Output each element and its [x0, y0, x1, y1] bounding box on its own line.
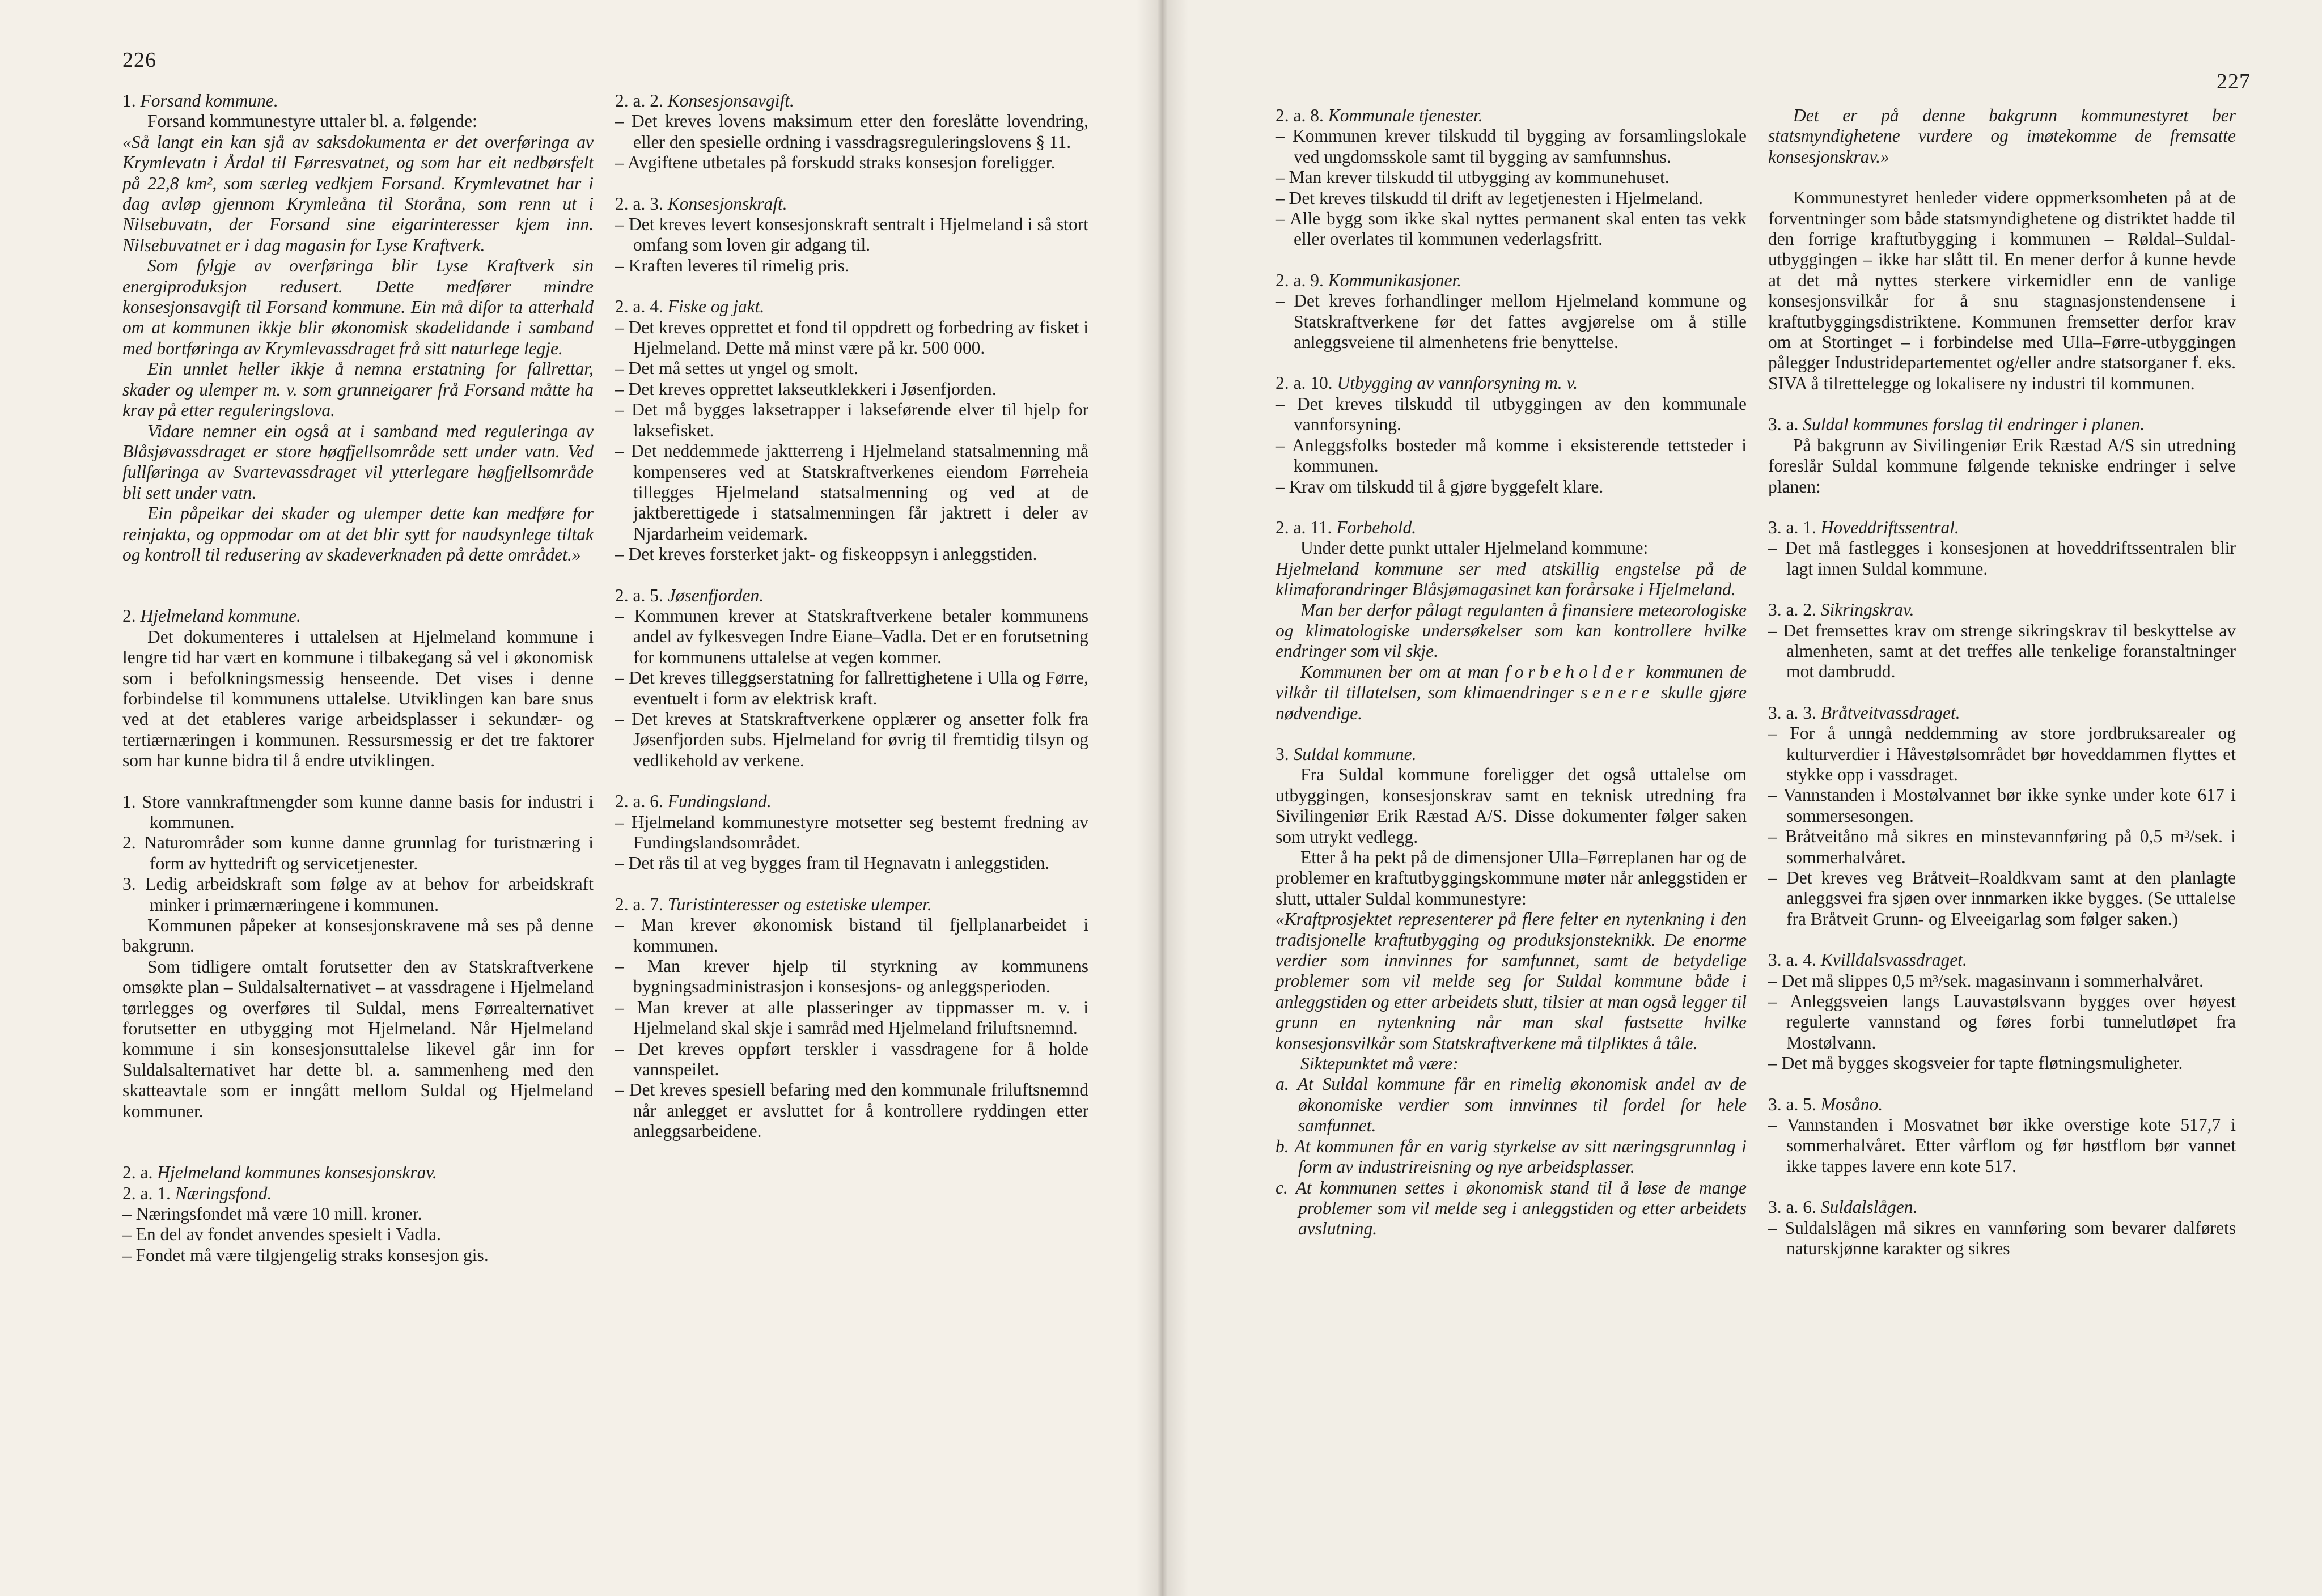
section-title: Næringsfond.: [175, 1183, 272, 1203]
section-number: 2. a. 10.: [1276, 373, 1333, 393]
spacer: [122, 565, 594, 585]
spacer: [615, 565, 1088, 585]
section-title: Sikringskrav.: [1820, 600, 1914, 620]
paragraph: Det er på denne bakgrunn kommunestyret ber statsmyndighetene vurdere og imøtekomme de fremsatte konsesjonskrav.»: [1768, 105, 2236, 167]
paragraph: Kommunen påpeker at konsesjonskravene må ses på denne bakgrunn.: [122, 915, 594, 956]
right-page: [1161, 0, 2322, 1596]
section-number: 3. a. 1.: [1768, 517, 1816, 537]
section-title: Suldal kommune.: [1293, 744, 1417, 764]
paragraph: Vidare nemner ein også at i samband med reguleringa av Blåsjøvassdraget er store høgfjellsområde sett under vatn. Ved fullføringa av Svartevassdraget vil ytterlegare høgfjellsområde bli sett under vatn.: [122, 421, 594, 503]
section-title: Konsesjonsavgift.: [667, 91, 794, 111]
paragraph: – Det kreves oppført terskler i vassdragene for å holde vannspeilet.: [615, 1038, 1088, 1080]
paragraph: c. At kommunen settes i økonomisk stand til å løse de mange problemer som vil melde seg i anleggstiden og etter arbeidets avslutning.: [1276, 1177, 1747, 1239]
paragraph: – Man krever hjelp til styrkning av kommunens bygningsadministrasjon i konsesjons- og anleggsperioden.: [615, 956, 1088, 997]
spacer: [615, 173, 1088, 194]
section-heading: [122, 606, 594, 626]
paragraph: – Næringsfondet må være 10 mill. kroner.: [122, 1203, 422, 1224]
section-heading: [615, 894, 1088, 915]
paragraph: 3. Ledig arbeidskraft som følge av at behov for arbeidskraft minker i primærnæringene i kommunen.: [122, 874, 594, 915]
spacer: [615, 276, 1088, 296]
spacer: [122, 1122, 594, 1142]
paragraph: – Det må slippes 0,5 m³/sek. magasinvann i sommerhalvåret.: [1768, 970, 2204, 991]
paragraph: Siktepunktet må være:: [1300, 1054, 1459, 1074]
spacer: [1768, 167, 2236, 188]
section-heading: [122, 1183, 594, 1204]
paragraph: – Det kreves spesiell befaring med den kommunale friluftsnemnd når anlegget er avsluttet for å kontrollere ryddingen etter anleggsarbeidene.: [615, 1080, 1088, 1141]
paragraph: – Man krever at alle plasseringer av tippmasser m. v. i Hjelmeland skal skje i samråd med Hjelmeland friluftsnemnd.: [615, 997, 1088, 1038]
section-number: 2. a. 6.: [615, 791, 663, 812]
column-left-2: [615, 91, 1088, 1142]
paragraph: – Det kreves levert konsesjonskraft sentralt i Hjelmeland i så stort omfang som loven gir adgang til.: [615, 214, 1088, 255]
section-title: Konsesjonskraft.: [667, 193, 787, 214]
paragraph: – Det må bygges skogsveier for tapte fløtningsmuligheter.: [1768, 1053, 2183, 1073]
paragraph: Kommunestyret henleder videre oppmerksomheten på at de forventninger som både statsmyndighetene og distriktet hadde til den forrige kraftutbygging i kommunen – Røldal–Suldal-utbyggingen – ikke har slått til. En mener derfor å kunne hevde at det må nyttes sterkere virkemidler enn de vanlige konsesjonsvilkår for å snu stagnasjonstendensene i kraftutbyggingsdistriktene. Kommunen fremsetter derfor krav om at Stortinget – i forbindelse med Ulla–Førre-utbyggingen pålegger Industridepartementet og/eller andre statsorganer f. eks. SIVA å tilrettelegge og lokalisere ny industri til kommunen.: [1768, 188, 2236, 393]
section-heading: [1276, 744, 1747, 765]
section-heading: [615, 91, 1088, 111]
section-title: Suldal kommunes forslag til endringer i planen.: [1803, 414, 2145, 435]
section-title: Suldalslågen.: [1820, 1197, 1918, 1217]
spacer: [1768, 1177, 2236, 1197]
spacer: [615, 771, 1088, 791]
section-heading: [1768, 600, 2236, 620]
paragraph: Ein unnlet heller ikkje å nemna erstatning for fallrettar, skader og ulemper m. v. som grunneigarer frå Forsand måtte ha krav på etter reguleringslova.: [122, 359, 594, 421]
section-heading: [1768, 517, 2236, 538]
section-title: Kvilldalsvassdraget.: [1820, 950, 1967, 970]
paragraph: – Man krever tilskudd til utbygging av kommunehuset.: [1276, 167, 1670, 188]
paragraph: – Avgiftene utbetales på forskudd straks konsesjon foreligger.: [615, 152, 1056, 173]
paragraph: – Det kreves opprettet lakseutklekkeri i Jøsenfjorden.: [615, 379, 997, 399]
section-title: Hjelmeland kommunes konsesjonskrav.: [157, 1162, 437, 1183]
spacer: [1768, 579, 2236, 600]
section-number: 2. a.: [122, 1162, 153, 1183]
paragraph: – Krav om tilskudd til å gjøre byggefelt klare.: [1276, 476, 1604, 496]
column-right-1: [1276, 105, 1747, 1240]
section-number: 3. a.: [1768, 414, 1799, 435]
section-number: 3. a. 3.: [1768, 702, 1816, 723]
paragraph: Ein påpeikar dei skader og ulemper dette kan medføre for reinjakta, og oppmodar om at det blir sytt for naudsynlege tiltak og kontroll til redusering av skadeverknaden på dette området.»: [122, 503, 594, 564]
paragraph: a. At Suldal kommune får en rimelig økonomisk andel av de økonomiske verdier som innvinnes til fordel for hele samfunnet.: [1276, 1074, 1747, 1136]
paragraph: – Bråtveitåno må sikres en minstevannføring på 0,5 m³/sek. i sommerhalvåret.: [1768, 826, 2236, 867]
section-heading: [1768, 1094, 2236, 1115]
page-number-left: 226: [122, 48, 156, 72]
paragraph: Man ber derfor pålagt regulanten å finansiere meteorologiske og klimatologiske undersøkelser som kan kontrollere hvilke endringer som vil skje.: [1276, 600, 1747, 661]
spacer: [122, 585, 594, 606]
section-title: Hjelmeland kommune.: [140, 606, 301, 626]
section-heading: [122, 91, 594, 111]
paragraph: – Det kreves veg Bråtveit–Roaldkvam samt at den planlagte anleggsvei fra sjøen over innmarken ikke bygges. (Se uttalelse fra Bråtveit Grunn- og Elveeigarlag som følger saken.): [1768, 868, 2236, 929]
spacer: [1276, 250, 1747, 270]
paragraph: – Det må settes ut yngel og smolt.: [615, 358, 858, 379]
paragraph: – En del av fondet anvendes spesielt i Vadla.: [122, 1224, 441, 1245]
column-right-2: [1768, 105, 2236, 1259]
section-heading: [615, 791, 1088, 812]
spacer: [1276, 724, 1747, 744]
paragraph: – Suldalslågen må sikres en vannføring som bevarer dalførets naturskjønne karakter og sikres: [1768, 1217, 2236, 1259]
section-heading: [1276, 517, 1747, 538]
section-title: Hoveddriftssentral.: [1820, 517, 1959, 537]
spacer: [1276, 497, 1747, 517]
section-number: 2. a. 8.: [1276, 105, 1324, 125]
section-heading: [615, 585, 1088, 606]
paragraph: – Det rås til at veg bygges fram til Hegnavatn i anleggstiden.: [615, 853, 1050, 873]
paragraph: – Kommunen krever tilskudd til bygging av forsamlingslokale ved ungdomsskole samt til bygging av samfunnshus.: [1276, 126, 1747, 167]
section-number: 3. a. 5.: [1768, 1094, 1816, 1114]
section-number: 3. a. 6.: [1768, 1197, 1816, 1217]
section-number: 3. a. 2.: [1768, 600, 1816, 620]
paragraph: – Det kreves at Statskraftverkene opplærer og ansetter folk fra Jøsenfjorden subs. Hjelmeland for øvrig til fremtidig tilsyn og vedlikehold av verkene.: [615, 708, 1088, 770]
section-number: 2. a. 7.: [615, 894, 663, 914]
column-left-1: [122, 91, 594, 1266]
spacer: [1768, 394, 2236, 414]
spacer: [1768, 929, 2236, 950]
paragraph: «Kraftprosjektet representerer på flere felter en nytenkning i den tradisjonelle kraftutbygging og produksjonsteknikk. De enorme verdier som innvinnes for samfunnet, samt de betydelige problemer som vil melde seg for Suldal kommune både i anleggstiden og etter arbeidets slutt, tilsier at man også legger til grunn en nytenkning når man skal fastsette hvilke konsesjonsvilkår som Statskraftverkene må tilpliktes å tåle.: [1276, 909, 1747, 1053]
section-heading: [122, 1162, 594, 1183]
paragraph: Det dokumenteres i uttalelsen at Hjelmeland kommune i lengre tid har vært en kommune i tilbakegang så vel i økonomisk som i befolkningsmessig henseende. Det vises i denne forbindelse til kommunens uttalelse. Utviklingen kan bare snus ved at det etableres varige arbeidsplasser i sekundær- og tertiærnæringen i kommunen. Ressursmessig er det tre faktorer som har kunne bidra til å endre utviklingen.: [122, 626, 594, 771]
paragraph: 1. Store vannkraftmengder som kunne danne basis for industri i kommunen.: [122, 791, 594, 832]
section-heading: [1276, 270, 1747, 291]
paragraph: – Hjelmeland kommunestyre motsetter seg bestemt fredning av Fundingslandsområdet.: [615, 812, 1088, 852]
spacer: [1276, 353, 1747, 373]
paragraph: – Det kreves lovens maksimum etter den foreslåtte lovendring, eller den spesielle ordning i vassdragsreguleringslovens § 11.: [615, 111, 1088, 152]
section-title: Forsand kommune.: [140, 91, 278, 111]
paragraph: På bakgrunn av Sivilingeniør Erik Ræstad A/S sin utredning foreslår Suldal kommune følgende tekniske endringer i selve planen:: [1768, 435, 2236, 496]
paragraph: – Det kreves forhandlinger mellom Hjelmeland kommune og Statskraftverkene før det fattes avgjørelse om å stille anleggsveiene til almenhetens frie benyttelse.: [1276, 291, 1747, 353]
paragraph: – Anleggsfolks bosteder må komme i eksisterende tettsteder i kommunen.: [1276, 435, 1747, 476]
paragraph: b. At kommunen får en varig styrkelse av sitt næringsgrunnlag i form av industrireisning og nye arbeidsplasser.: [1276, 1136, 1747, 1177]
paragraph: 2. Naturområder som kunne danne grunnlag for turistnæring i form av hyttedrift og servicetjenester.: [122, 833, 594, 873]
section-title: Forbehold.: [1336, 517, 1417, 537]
paragraph: – Det kreves tilleggserstatning for fallrettighetene i Ulla og Førre, eventuelt i form av elektrisk kraft.: [615, 668, 1088, 708]
spacer: [122, 1142, 594, 1162]
spacer: [122, 771, 594, 792]
paragraph: – Kraften leveres til rimelig pris.: [615, 255, 849, 275]
section-title: Turistinteresser og estetiske ulemper.: [667, 894, 932, 914]
paragraph: – Det må fastlegges i konsesjonen at hoveddriftssentralen blir lagt innen Suldal kommune.: [1768, 538, 2236, 579]
paragraph: – Det fremsettes krav om strenge sikringskrav til beskyttelse av almenheten, samt at det treffes alle tenkelige foranstaltninger mot dambrudd.: [1768, 620, 2236, 682]
paragraph: – Det kreves opprettet et fond til oppdrett og forbedring av fisket i Hjelmeland. Dette må minst være på kr. 500 000.: [615, 317, 1088, 358]
section-number: 2. a. 5.: [615, 585, 663, 605]
section-heading: [1768, 950, 2236, 970]
section-heading: [1768, 703, 2236, 723]
paragraph: – Man krever økonomisk bistand til fjellplanarbeidet i kommunen.: [615, 915, 1088, 956]
section-number: 2.: [122, 606, 136, 626]
paragraph: Etter å ha pekt på de dimensjoner Ulla–Førreplanen har og de problemer en kraftutbyggingskommune møter når anleggstiden er slutt, uttaler Suldal kommunestyre:: [1276, 847, 1747, 909]
paragraph: – For å unngå neddemming av store jordbruksarealer og kulturverdier i Håvestølsområdet bør hoveddammen flyttes et stykke opp i vassdraget.: [1768, 723, 2236, 784]
section-heading: [1276, 105, 1747, 126]
paragraph: – Fondet må være tilgjengelig straks konsesjon gis.: [122, 1245, 489, 1265]
paragraph: – Det kreves tilskudd til drift av legetjenesten i Hjelmeland.: [1276, 188, 1704, 208]
section-heading: [1768, 414, 2236, 435]
section-number: 2. a. 2.: [615, 91, 663, 111]
paragraph: – Alle bygg som ikke skal nyttes permanent skal enten tas vekk eller overlates til kommunen vederlagsfritt.: [1276, 209, 1747, 249]
paragraph: Forsand kommunestyre uttaler bl. a. følgende:: [147, 111, 477, 131]
section-number: 3. a. 4.: [1768, 950, 1816, 970]
section-number: 2. a. 4.: [615, 296, 663, 317]
section-heading: [615, 194, 1088, 214]
paragraph: Som fylgje av overføringa blir Lyse Kraftverk sin energiproduksjon redusert. Dette medfører mindre konsesjonsavgift til Forsand kommune. Ein må difor ta atterhald om at kommunen ikkje blir økonomisk skadelidande i samband med bortføringa av Krymlevassdraget frå sitt naturlege legje.: [122, 256, 594, 358]
paragraph: – Det neddemmede jaktterreng i Hjelmeland statsalmenning må kompenseres ved at Statskraftverkenes eiendom Førreheia tillegges Hjelmeland statsalmenning og ved at de jaktberettigede i statsalmenningen får jaktrett i deler av Njardarheim veidemark.: [615, 441, 1088, 544]
paragraph: Hjelmeland kommune ser med atskillig engstelse på de klimaforandringer Blåsjømagasinet kan forårsake i Hjelmeland.: [1276, 558, 1747, 600]
section-title: Fiske og jakt.: [667, 296, 765, 317]
spacer: [1768, 497, 2236, 517]
paragraph: – Kommunen krever at Statskraftverkene betaler kommunens andel av fylkesvegen Indre Eiane–Vadla. Det er en forutsetning for kommunens uttalelse at vegen kommer.: [615, 605, 1088, 667]
paragraph: – Det må bygges laksetrapper i lakseførende elver til hjelp for laksefisket.: [615, 400, 1088, 440]
section-heading: [1768, 1197, 2236, 1217]
paragraph: – Det kreves forsterket jakt- og fiskeoppsyn i anleggstiden.: [615, 544, 1037, 564]
spacer: [615, 874, 1088, 894]
left-page: [0, 0, 1158, 1596]
section-number: 1.: [122, 91, 136, 111]
paragraph: – Vannstanden i Mostølvannet bør ikke synke under kote 617 i sommersesongen.: [1768, 785, 2236, 826]
section-heading: [615, 296, 1088, 317]
section-title: Mosåno.: [1820, 1094, 1883, 1114]
section-number: 2. a. 3.: [615, 193, 663, 214]
section-number: 2. a. 9.: [1276, 270, 1324, 290]
section-title: Kommunale tjenester.: [1328, 105, 1483, 125]
spacer: [1768, 1074, 2236, 1094]
paragraph: Fra Suldal kommune foreligger det også uttalelse om utbyggingen, konsesjonskrav samt en teknisk utredning fra Sivilingeniør Erik Ræstad A/S. Disse dokumenter følger saken som utrykt vedlegg.: [1276, 765, 1747, 847]
section-title: Fundingsland.: [667, 791, 772, 812]
section-number: 2. a. 1.: [122, 1183, 171, 1203]
spacer: [1768, 682, 2236, 703]
paragraph: Som tidligere omtalt forutsetter den av Statskraftverkene omsøkte plan – Suldalsalternativet – at vassdragene i Hjelmeland tørrlegges og overføres til Suldal, mens Førrealternativet forutsetter en utbygging mot Hjelmeland. Når Hjelmeland kommune i sin konsesjonsuttalelse likevel går inn for Suldalsalternativet har dette bl. a. sammenheng med den skatteavtale som er inngått mellom Suldal og Hjelmeland kommuner.: [122, 956, 594, 1121]
paragraph: – Anleggsveien langs Lauvastølsvann bygges over høyest regulerte vannstand og føres forbi tunnelutløpet fra Mostølvann.: [1768, 991, 2236, 1052]
section-heading: [1276, 373, 1747, 393]
paragraph: – Det kreves tilskudd til utbyggingen av den kommunale vannforsyning.: [1276, 393, 1747, 435]
section-number: 2. a. 11.: [1276, 517, 1332, 537]
paragraph: «Så langt ein kan sjå av saksdokumenta er det overføringa av Krymlevatn i Årdal til Førresvatnet, og som har eit nedbørsfelt på 22,8 km², som særleg vedkjem Forsand. Krymlevatnet har i dag avløp gjennom Krymleåna til Storåna, som renn ut i Nilsebuvatn, der Forsand sine eigarinteresser kjem inn. Nilsebuvatnet er i dag magasin for Lyse Kraftverk.: [122, 131, 594, 255]
section-title: Kommunikasjoner.: [1328, 270, 1462, 290]
section-title: Utbygging av vannforsyning m. v.: [1337, 373, 1578, 393]
section-title: Jøsenfjorden.: [667, 585, 764, 605]
paragraph: – Vannstanden i Mosvatnet bør ikke overstige kote 517,7 i sommerhalvåret. Etter vårflom og før høstflom bør vannet ikke tappes lavere enn kote 517.: [1768, 1115, 2236, 1176]
paragraph: Kommunen ber om at man forbeholder kommunen de vilkår til tillatelsen, som klimaendringer senere skulle gjøre nødvendige.: [1276, 661, 1747, 723]
section-title: Bråtveitvassdraget.: [1820, 702, 1960, 723]
section-number: 3.: [1276, 744, 1289, 764]
paragraph: Under dette punkt uttaler Hjelmeland kommune:: [1300, 538, 1649, 558]
page-number-right: 227: [2217, 70, 2251, 94]
